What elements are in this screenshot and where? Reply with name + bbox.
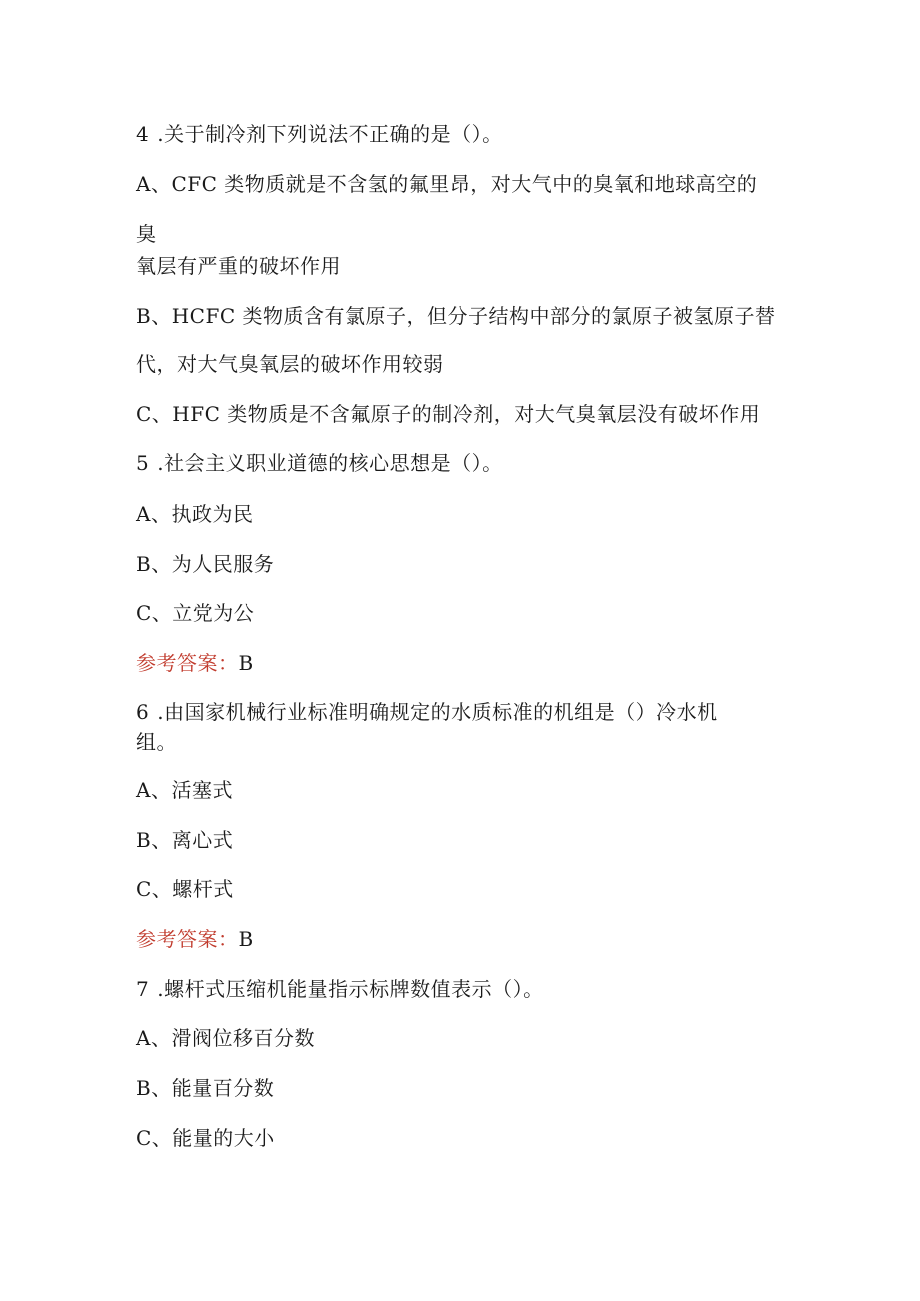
question-6-option-a: A、活塞式 [136, 778, 233, 802]
answer-label: 参考答案： [136, 927, 239, 951]
question-5-option-b: B、为人民服务 [136, 552, 275, 576]
question-4-option-a-line-2: 臭 [136, 222, 157, 246]
answer-value: B [238, 651, 254, 675]
question-5-option-c: C、立党为公 [136, 601, 255, 625]
question-number: 4 [136, 122, 150, 146]
question-7-option-c: C、能量的大小 [136, 1126, 275, 1150]
question-text: .关于制冷剂下列说法不正确的是（）。 [157, 122, 503, 146]
question-4-stem [136, 122, 503, 146]
answer-value: B [238, 927, 254, 951]
question-4-option-a-line-3: 氧层有严重的破坏作用 [136, 254, 341, 278]
question-number: 6 [136, 700, 150, 724]
question-6-stem-continued: 组。 [136, 730, 177, 754]
question-6-stem [136, 700, 718, 724]
answer-label: 参考答案： [136, 651, 239, 675]
question-number: 7 [136, 977, 150, 1001]
question-text: .螺杆式压缩机能量指示标牌数值表示（）。 [157, 977, 544, 1001]
question-4-option-b-line-1: B、HCFC 类物质含有氯原子，但分子结构中部分的氯原子被氢原子替 [136, 304, 776, 328]
question-7-option-b: B、能量百分数 [136, 1076, 275, 1100]
question-5-answer [136, 651, 254, 675]
question-6-answer [136, 927, 254, 951]
question-text: .社会主义职业道德的核心思想是（）。 [157, 451, 503, 475]
question-7-option-a: A、滑阀位移百分数 [136, 1026, 315, 1050]
question-5-option-a: A、执政为民 [136, 502, 254, 526]
question-6-option-b: B、离心式 [136, 828, 234, 852]
question-7-stem [136, 977, 544, 1001]
question-4-option-c: C、HFC 类物质是不含氟原子的制冷剂，对大气臭氧层没有破坏作用 [136, 402, 761, 426]
question-4-option-a-line-1: A、CFC 类物质就是不含氢的氟里昂，对大气中的臭氧和地球高空的 [136, 172, 758, 196]
question-number: 5 [136, 451, 150, 475]
question-4-option-b-line-2: 代，对大气臭氧层的破坏作用较弱 [136, 352, 444, 376]
question-5-stem [136, 451, 503, 475]
question-6-option-c: C、螺杆式 [136, 877, 234, 901]
question-text: .由国家机械行业标准明确规定的水质标准的机组是（）冷水机 [157, 700, 718, 724]
